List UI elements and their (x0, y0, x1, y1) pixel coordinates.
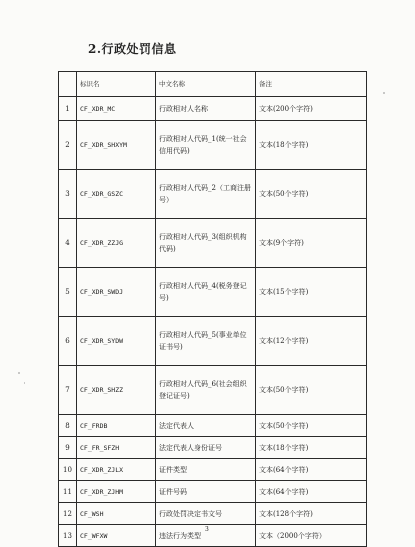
row-index: 2 (59, 121, 77, 170)
row-index: 13 (59, 525, 77, 547)
field-remark: 文本(18个字符) (256, 121, 367, 170)
table-row (59, 503, 367, 525)
table-row (59, 459, 367, 481)
field-identifier: CF_FRDB (77, 415, 156, 437)
field-chinese-name: 行政相对人代码_5(事业单位证书号) (156, 317, 256, 366)
field-chinese-name: 行政相对人名称 (156, 97, 256, 121)
field-remark: 文本(12个字符) (256, 317, 367, 366)
field-remark: 文本(64个字符) (256, 459, 367, 481)
field-remark: 文本(200个字符) (256, 97, 367, 121)
header-index (59, 72, 77, 97)
field-identifier: CF_XDR_ZZJG (77, 219, 156, 268)
field-identifier: CF_XDR_ZJHM (77, 481, 156, 503)
table-row (59, 317, 367, 366)
field-identifier: CF_XDR_GSZC (77, 170, 156, 219)
field-chinese-name: 行政相对人代码_3(组织机构代码) (156, 219, 256, 268)
table-row (59, 525, 367, 547)
table-row (59, 437, 367, 459)
field-chinese-name: 行政处罚决定书文号 (156, 503, 256, 525)
field-chinese-name: 行政相对人代码_6(社会组织登记证号) (156, 366, 256, 415)
field-chinese-name: 证件号码 (156, 481, 256, 503)
field-identifier: CF_WFXW (77, 525, 156, 547)
table-row (59, 219, 367, 268)
table-row (59, 366, 367, 415)
field-identifier: CF_WSH (77, 503, 156, 525)
field-definition-table (58, 71, 367, 547)
row-index: 4 (59, 219, 77, 268)
row-index: 11 (59, 481, 77, 503)
header-remark: 备注 (256, 72, 367, 97)
field-identifier: CF_XDR_SYDW (77, 317, 156, 366)
table-row (59, 481, 367, 503)
page-number: 3 (205, 526, 209, 533)
table-header-row (59, 72, 367, 97)
table-row (59, 170, 367, 219)
table-row (59, 121, 367, 170)
field-chinese-name: 行政相对人代码_1(统一社会信用代码) (156, 121, 256, 170)
row-index: 3 (59, 170, 77, 219)
field-remark: 文本(50个字符) (256, 415, 367, 437)
table-row (59, 97, 367, 121)
scan-speck (383, 92, 385, 94)
field-remark: 文本(18个字符) (256, 437, 367, 459)
field-identifier: CF_XDR_ZJLX (77, 459, 156, 481)
field-remark: 文本(9个字符) (256, 219, 367, 268)
field-chinese-name: 违法行为类型 (156, 525, 256, 547)
row-index: 12 (59, 503, 77, 525)
scan-speck (18, 372, 20, 374)
table-row (59, 268, 367, 317)
table-row (59, 415, 367, 437)
field-remark: 文本(50个字符) (256, 170, 367, 219)
field-identifier: CF_XDR_MC (77, 97, 156, 121)
field-chinese-name: 证件类型 (156, 459, 256, 481)
field-remark: 文本(50个字符) (256, 366, 367, 415)
field-chinese-name: 法定代表人 (156, 415, 256, 437)
row-index: 10 (59, 459, 77, 481)
scan-speck (24, 382, 25, 384)
field-identifier: CF_FR_SFZH (77, 437, 156, 459)
field-identifier: CF_XDR_SHXYM (77, 121, 156, 170)
field-remark: 文本(15个字符) (256, 268, 367, 317)
field-chinese-name: 法定代表人身份证号 (156, 437, 256, 459)
row-index: 6 (59, 317, 77, 366)
row-index: 8 (59, 415, 77, 437)
field-identifier: CF_XDR_SWDJ (77, 268, 156, 317)
field-remark: 文本(128个字符) (256, 503, 367, 525)
header-chinese-name: 中文名称 (156, 72, 256, 97)
field-remark: 文本（2000个字符） (256, 525, 367, 547)
row-index: 7 (59, 366, 77, 415)
row-index: 9 (59, 437, 77, 459)
section-title: 2.行政处罚信息 (88, 42, 177, 56)
row-index: 5 (59, 268, 77, 317)
field-chinese-name: 行政相对人代码_4(税务登记号) (156, 268, 256, 317)
row-index: 1 (59, 97, 77, 121)
field-remark: 文本(64个字符) (256, 481, 367, 503)
field-identifier: CF_XDR_SHZZ (77, 366, 156, 415)
header-identifier: 标识名 (77, 72, 156, 97)
field-chinese-name: 行政相对人代码_2（工商注册号） (156, 170, 256, 219)
